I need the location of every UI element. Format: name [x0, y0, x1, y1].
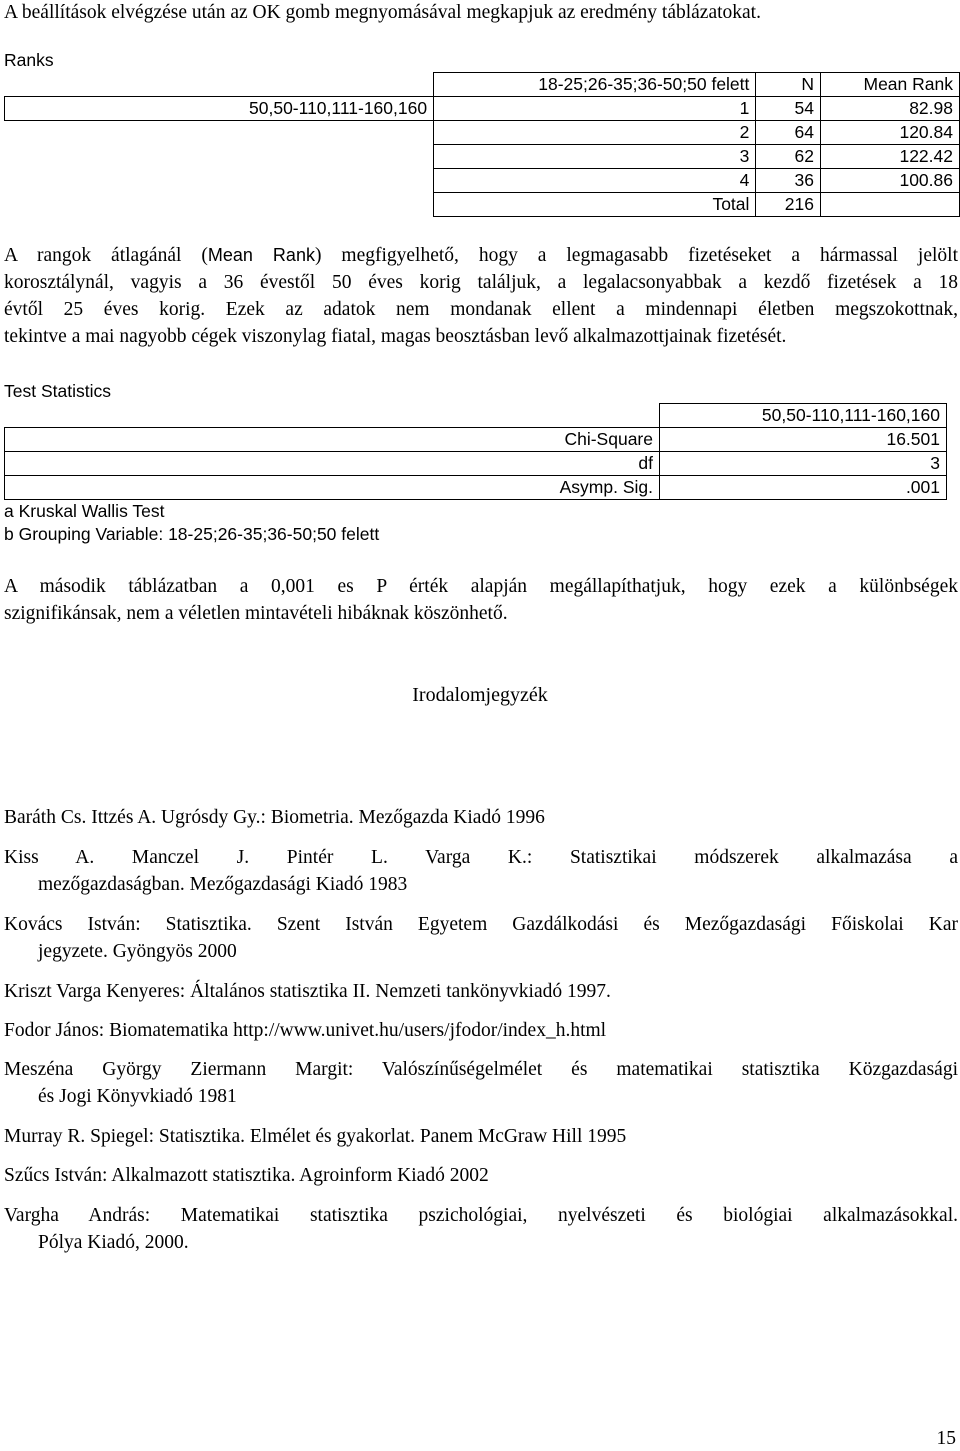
ranks-corner-cell [5, 73, 434, 97]
ranks-cell-group: 2 [434, 121, 756, 145]
page-number: 15 [936, 1428, 956, 1449]
ranks-header-n: N [756, 73, 821, 97]
para1-line4: tekintve a mai nagyobb cégek viszonylag fiatal, magas beosztásban levő alkalmazottjainak fizetését. [4, 326, 787, 347]
ranks-cell-mean: 122.42 [820, 145, 959, 169]
table-row [5, 97, 960, 121]
ranks-cell-group: 4 [434, 169, 756, 193]
test-stats-value: 16.501 [660, 428, 947, 452]
para2-line1: A második táblázatban a 0,001 es P érték alapján megállapíthatjuk, hogy ezek a különbségek [4, 576, 958, 597]
list-item: Kiss A. Manczel J. Pintér L. Varga K.: Statisztikai módszerek alkalmazása a mezőgazdaságban. Mezőgazdasági Kiadó 1983 [4, 847, 958, 895]
paragraph-significance [4, 573, 958, 627]
table-row [5, 428, 947, 452]
list-item: Kovács István: Statisztika. Szent István Egyetem Gazdálkodási és Mezőgazdasági Főiskolai Kar jegyzete. Gyöngyös 2000 [4, 914, 958, 962]
ranks-cell-n: 62 [756, 145, 821, 169]
ranks-cell-mean [820, 193, 959, 217]
ranks-cell-mean: 100.86 [820, 169, 959, 193]
paragraph-ranks-interpretation [4, 242, 958, 350]
footnote-a: a Kruskal Wallis Test [4, 501, 165, 521]
list-item: Szűcs István: Alkalmazott statisztika. Agroinform Kiadó 2002 [4, 1165, 489, 1186]
footnote-b: b Grouping Variable: 18-25;26-35;36-50;50 felett [4, 524, 380, 544]
list-item: Fodor János: Biomatematika http://www.univet.hu/users/jfodor/index_h.html [4, 1020, 607, 1041]
test-stats-header-row [5, 404, 947, 428]
ranks-cell-mean: 120.84 [820, 121, 959, 145]
table-row [5, 452, 947, 476]
ranks-header-group: 18-25;26-35;36-50;50 felett [434, 73, 756, 97]
table-row [5, 121, 960, 145]
table-row [5, 169, 960, 193]
list-item: Meszéna György Ziermann Margit: Valószínűségelmélet és matematikai statisztika Közgazdasági és Jogi Könyvkiadó 1981 [4, 1059, 958, 1107]
table-row [5, 193, 960, 217]
para1-line2: korosztálynál, vagyis a 36 évestől 50 éves korig találjuk, a legalacsonyabbak a kezdő fizetések a 18 [4, 272, 958, 293]
intro-text: A beállítások elvégzése után az OK gomb megnyomásával megkapjuk az eredmény táblázatokat. [4, 2, 761, 23]
test-stats-value: 3 [660, 452, 947, 476]
ranks-table [4, 72, 960, 217]
test-stats-title: Test Statistics [4, 381, 111, 401]
bibliography-heading: Irodalomjegyzék [412, 684, 548, 706]
ranks-cell-n: 54 [756, 97, 821, 121]
test-stats-label: df [5, 452, 660, 476]
ranks-cell-n: 36 [756, 169, 821, 193]
ranks-cell-group: Total [434, 193, 756, 217]
ranks-title: Ranks [4, 50, 54, 70]
list-item: Vargha András: Matematikai statisztika pszichológiai, nyelvészeti és biológiai alkalmazásokkal. Pólya Kiadó, 2000. [4, 1205, 958, 1253]
ranks-row-label: 50,50-110,111-160,160 [5, 97, 434, 121]
para2-line2: szignifikánsak, nem a véletlen mintavételi hibáknak köszönhető. [4, 603, 508, 624]
test-stats-value: .001 [660, 476, 947, 500]
ranks-cell-n: 216 [756, 193, 821, 217]
table-row [5, 476, 947, 500]
ranks-cell-mean: 82.98 [820, 97, 959, 121]
table-row [5, 145, 960, 169]
ranks-header-mean: Mean Rank [820, 73, 959, 97]
test-stats-label: Asymp. Sig. [5, 476, 660, 500]
test-stats-col-header: 50,50-110,111-160,160 [660, 404, 947, 428]
test-stats-table [4, 403, 947, 500]
list-item: Murray R. Spiegel: Statisztika. Elmélet és gyakorlat. Panem McGraw Hill 1995 [4, 1126, 627, 1147]
ranks-header-row [5, 73, 960, 97]
ranks-cell-group: 3 [434, 145, 756, 169]
para1-line3: évtől 25 éves korig. Ezek az adatok nem mondanak ellent a mindennapi életben megszokottnak, [4, 299, 958, 320]
ranks-cell-n: 64 [756, 121, 821, 145]
list-item: Kriszt Varga Kenyeres: Általános statisztika II. Nemzeti tankönyvkiadó 1997. [4, 981, 611, 1002]
list-item: Baráth Cs. Ittzés A. Ugrósdy Gy.: Biometria. Mezőgazda Kiadó 1996 [4, 807, 545, 828]
test-stats-label: Chi-Square [5, 428, 660, 452]
ranks-cell-group: 1 [434, 97, 756, 121]
para1-line1: A rangok átlagánál (Mean Rank) megfigyelhető, hogy a legmagasabb fizetéseket a hármassal jelölt [4, 245, 958, 266]
